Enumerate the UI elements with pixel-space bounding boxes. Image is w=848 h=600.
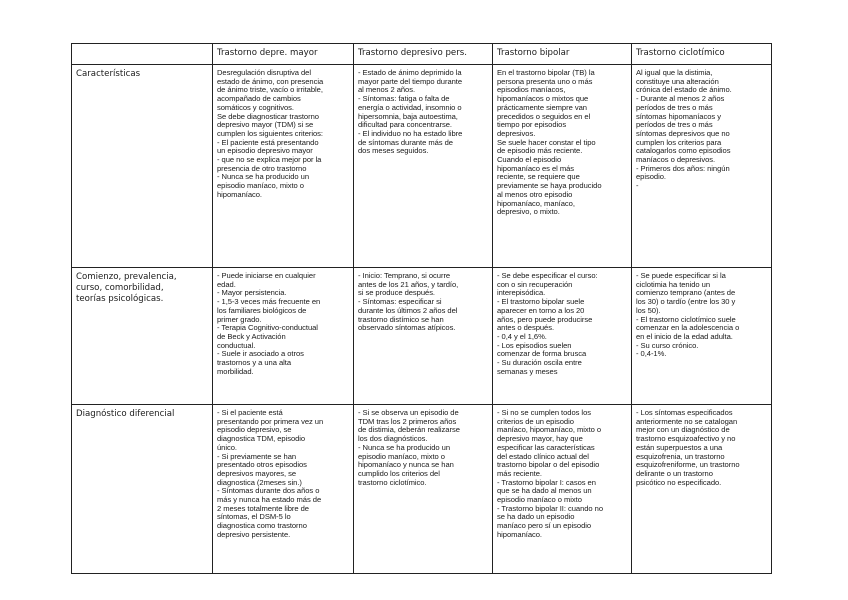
text-line: Diagnóstico diferencial <box>76 409 175 419</box>
text-line: conductual. <box>217 340 256 350</box>
text-line: teorías psicológicas. <box>76 294 164 304</box>
text-line: - <box>636 181 639 191</box>
text-line: de síntomas durante más de <box>358 137 453 147</box>
cell-comienzo-bipolar <box>493 268 632 405</box>
text-line: los dos diagnósticos. <box>358 434 428 444</box>
text-line: anteriormente no se catalogan <box>636 416 738 426</box>
text-line: 2 meses totalmente libre de <box>217 503 309 513</box>
text-line: crónica del estado de ánimo. <box>636 85 732 95</box>
text-line: hipomaníaco, maníaco, <box>497 198 575 208</box>
text-line: síntomas, el DSM-5 lo <box>217 512 291 522</box>
cell-comienzo-depresion-mayor <box>213 268 354 405</box>
text-line: antes de los 21 años, y tardío, <box>358 279 459 289</box>
text-line: síntomas hipomaníacos y <box>636 111 721 121</box>
text-line: depresivo mayor, hay que <box>497 434 583 444</box>
text-line: criterios de un episodio <box>497 416 574 426</box>
text-line: trastorno distímico se han <box>358 314 444 324</box>
text-line: catalogarlos como episodios <box>636 146 731 156</box>
header-corner-cell <box>72 44 213 65</box>
text-line: primer grado. <box>217 314 262 324</box>
text-line: - Síntomas durante dos años o <box>217 486 320 496</box>
text-line: cumplido los criterios del <box>358 468 440 478</box>
cell-caracteristicas-ciclotimico <box>632 65 772 268</box>
text-line: al menos 2 años. <box>358 85 416 95</box>
text-line: maníaco, hipomaníaco, mixto o <box>497 425 602 435</box>
text-line: - Se puede especificar si la <box>636 271 726 280</box>
text-line: episodio maníaco, mixto o <box>358 451 445 461</box>
text-line: - Los episodios suelen <box>497 340 572 350</box>
text-line: hipomaníaco es el más <box>497 163 575 173</box>
row-comienzo <box>72 268 772 405</box>
text-line: Desregulación disruptiva del <box>217 68 311 77</box>
text-line: Características <box>76 69 141 79</box>
text-line: - Síntomas: especificar si <box>358 297 442 307</box>
text-line: - Los síntomas especificados <box>636 408 733 417</box>
header-bipolar: Trastorno bipolar <box>493 44 632 65</box>
text-line: Al igual que la distimia, <box>636 68 713 77</box>
text-line: dos meses seguidos. <box>358 146 429 156</box>
text-line: energía o actividad, insomnio o <box>358 102 462 112</box>
text-line: dificultad para concentrarse. <box>358 120 452 130</box>
text-line: antes o después. <box>497 323 555 333</box>
text-line: especificar las características <box>497 442 595 452</box>
text-line: - Trastorno bipolar I: casos en <box>497 477 596 487</box>
text-line: psicótico no especificado. <box>636 477 722 487</box>
text-line: maníaco pero sí un episodio <box>497 521 592 531</box>
text-line: - Nunca se ha producido un <box>217 172 309 182</box>
text-line: episodio maníaco, mixto o <box>217 181 304 191</box>
text-line: - Si se observa un episodio de <box>358 408 459 417</box>
cell-comienzo-ciclotimico <box>632 268 772 405</box>
text-line: depresivo, o mixto. <box>497 207 560 217</box>
text-line: trastornos y a una alta <box>217 358 291 368</box>
text-line: - 0,4-1%. <box>636 349 667 359</box>
text-line: tiempo por episodios <box>497 120 567 130</box>
text-line: que se ha dado al menos un <box>497 486 592 496</box>
text-line: - Estado de ánimo deprimido la <box>358 68 462 77</box>
row-label <box>72 65 213 268</box>
text-line: del estado clínico actual del <box>497 451 589 461</box>
text-line: - El paciente está presentando <box>217 137 319 147</box>
text-line: - Si previamente se han <box>217 451 297 461</box>
text-line: períodos de tres o más <box>636 120 713 130</box>
text-line: un episodio depresivo mayor <box>217 146 313 156</box>
text-line: episodio depresivo, se <box>217 425 292 435</box>
cell-diagnostico-depresion-mayor <box>213 405 354 574</box>
text-line: si se produce después. <box>358 288 435 298</box>
text-line: - 1,5-3 veces más frecuente en <box>217 297 321 307</box>
text-line: comenzar de forma brusca <box>497 349 587 359</box>
text-line: cumplen los siguientes criterios: <box>217 128 323 138</box>
text-line: - Trastorno bipolar II: cuando no <box>497 503 603 513</box>
text-line: - Suele ir asociado a otros <box>217 349 304 359</box>
text-line: esquizofrenia, un trastorno <box>636 451 725 461</box>
text-line: de Beck y Activación <box>217 331 286 341</box>
text-line: al menos otro episodio <box>497 189 573 199</box>
text-line: depresivo mayor (TDM) si se <box>217 120 314 130</box>
text-line: previamente se haya producido <box>497 181 602 191</box>
text-line: curso, comorbilidad, <box>76 283 164 293</box>
text-line: - Puede iniciarse en cualquier <box>217 271 316 280</box>
text-line: períodos de tres o más <box>636 102 713 112</box>
text-line: único. <box>217 442 237 452</box>
text-line: trastorno ciclotímico. <box>358 477 427 487</box>
text-line: persona presenta uno o más <box>497 76 593 86</box>
cell-comienzo-depresivo-persistente <box>354 268 493 405</box>
text-line: síntomas depresivos que no <box>636 128 730 138</box>
text-line: en el inicio de la edad adulta. <box>636 331 733 341</box>
text-line: comenzar en la adolescencia o <box>636 323 740 333</box>
text-line: presentado otros episodios <box>217 460 307 470</box>
text-line: de episodio más reciente. <box>497 146 583 156</box>
text-line: esquizofreniforme, un trastorno <box>636 460 740 470</box>
text-line: - Primeros dos años: ningún <box>636 163 730 173</box>
text-line: - El trastorno ciclotímico suele <box>636 314 736 324</box>
text-line: En el trastorno bipolar (TB) la <box>497 68 595 77</box>
text-line: precedidos o seguidos en el <box>497 111 591 121</box>
text-line: - Durante al menos 2 años <box>636 94 725 104</box>
text-line: de ánimo triste, vacío o irritable, <box>217 85 323 95</box>
text-line: semanas y meses <box>497 366 558 376</box>
text-line: están superpuestos a una <box>636 442 723 452</box>
header-depresivo-persistente: Trastorno depresivo pers. <box>354 44 493 65</box>
text-line: hipersomnia, baja autoestima, <box>358 111 458 121</box>
text-line: observado síntomas atípicos. <box>358 323 456 333</box>
text-line: con o sin recuperación <box>497 279 573 289</box>
text-line: - Su duración oscila entre <box>497 358 582 368</box>
text-line: - El individuo no ha estado libre <box>358 128 463 138</box>
text-line: estado de ánimo, con presencia <box>217 76 324 86</box>
text-line: diagnostica TDM, episodio <box>217 434 306 444</box>
text-line: hipomaníaco. <box>217 189 262 199</box>
text-line: depresivos mayores, se <box>217 468 297 478</box>
text-line: años, pero puede producirse <box>497 314 593 324</box>
text-line: episodios maníacos, <box>497 85 566 95</box>
text-line: ciclotimia ha tenido un <box>636 279 710 289</box>
text-line: Cuando el episodio <box>497 155 562 165</box>
row-label <box>72 268 213 405</box>
text-line: Se suele hacer constar el tipo <box>497 137 596 147</box>
text-line: interepisódica. <box>497 288 546 298</box>
text-line: - Si el paciente está <box>217 408 283 417</box>
text-line: - El trastorno bipolar suele <box>497 297 585 307</box>
text-line: delirante o un trastorno <box>636 468 713 478</box>
row-label <box>72 405 213 574</box>
text-line: edad. <box>217 279 236 289</box>
text-line: de distimia, deberán realizarse <box>358 425 460 435</box>
text-line: presentando por primera vez un <box>217 416 324 426</box>
text-line: - Terapia Cognitivo-conductual <box>217 323 318 333</box>
text-line: hipomaníaco. <box>497 529 542 539</box>
cell-diagnostico-ciclotimico <box>632 405 772 574</box>
text-line: Se debe diagnosticar trastorno <box>217 111 319 121</box>
text-line: maníacos o depresivos. <box>636 155 716 165</box>
text-line: más reciente. <box>497 468 542 478</box>
text-line: depresivo persistente. <box>217 529 291 539</box>
text-line: aparecer en torno a los 20 <box>497 305 585 315</box>
row-diagnostico-diferencial <box>72 405 772 574</box>
text-line: constituye una alteración <box>636 76 719 86</box>
cell-caracteristicas-bipolar <box>493 65 632 268</box>
text-line: hipomaníacos o mixtos que <box>497 94 589 104</box>
row-caracteristicas <box>72 65 772 268</box>
text-line: reciente, se requiere que <box>497 172 580 182</box>
text-line: - Síntomas: fatiga o falta de <box>358 94 450 104</box>
text-line: morbilidad. <box>217 366 254 376</box>
text-line: somáticos y cognitivos. <box>217 102 294 112</box>
text-line: - Mayor persistencia. <box>217 288 287 298</box>
text-line: los familiares biológicos de <box>217 305 307 315</box>
text-line: acompañado de cambios <box>217 94 301 104</box>
cell-caracteristicas-depresivo-persistente <box>354 65 493 268</box>
text-line: Comienzo, prevalencia, <box>76 272 177 282</box>
text-line: episodio. <box>636 172 666 182</box>
header-row <box>72 44 772 65</box>
text-line: trastorno esquizoafectivo y no <box>636 434 736 444</box>
comparison-table <box>71 43 772 574</box>
text-line: - 0,4 y el 1,6%. <box>497 331 547 341</box>
text-line: mejor con un diagnóstico de <box>636 425 730 435</box>
text-line: presencia de otro trastorno <box>217 163 307 173</box>
text-line: depresivos. <box>497 128 536 138</box>
cell-caracteristicas-depresion-mayor <box>213 65 354 268</box>
text-line: comienzo temprano (antes de <box>636 288 736 298</box>
header-ciclotimico: Trastorno ciclotímico <box>632 44 772 65</box>
text-line: hipomaníaco y nunca se han <box>358 460 454 470</box>
header-depresion-mayor: Trastorno depre. mayor <box>213 44 354 65</box>
text-line: diagnostica como trastorno <box>217 521 307 531</box>
text-line: más y nunca ha estado más de <box>217 495 322 505</box>
text-line: diagnostica (2meses sin.) <box>217 477 302 487</box>
cell-diagnostico-depresivo-persistente <box>354 405 493 574</box>
text-line: mayor parte del tiempo durante <box>358 76 463 86</box>
cell-diagnostico-bipolar <box>493 405 632 574</box>
text-line: episodio maníaco o mixto <box>497 495 582 505</box>
text-line: se ha dado un episodio <box>497 512 575 522</box>
text-line: - Se debe especificar el curso: <box>497 271 598 280</box>
text-line: - Inicio: Temprano, si ocurre <box>358 271 451 280</box>
text-line: TDM tras los 2 primeros años <box>358 416 457 426</box>
text-line: - que no se explica mejor por la <box>217 155 322 165</box>
text-line: los 50). <box>636 305 661 315</box>
text-line: los 30) o tardío (entre los 30 y <box>636 297 736 307</box>
text-line: - Su curso crónico. <box>636 340 699 350</box>
text-line: trastorno bipolar o del episodio <box>497 460 600 470</box>
text-line: - Si no se cumplen todos los <box>497 408 591 417</box>
text-line: - Nunca se ha producido un <box>358 442 450 452</box>
text-line: prácticamente siempre van <box>497 102 587 112</box>
text-line: durante los últimos 2 años del <box>358 305 458 315</box>
text-line: cumplen los criterios para <box>636 137 722 147</box>
